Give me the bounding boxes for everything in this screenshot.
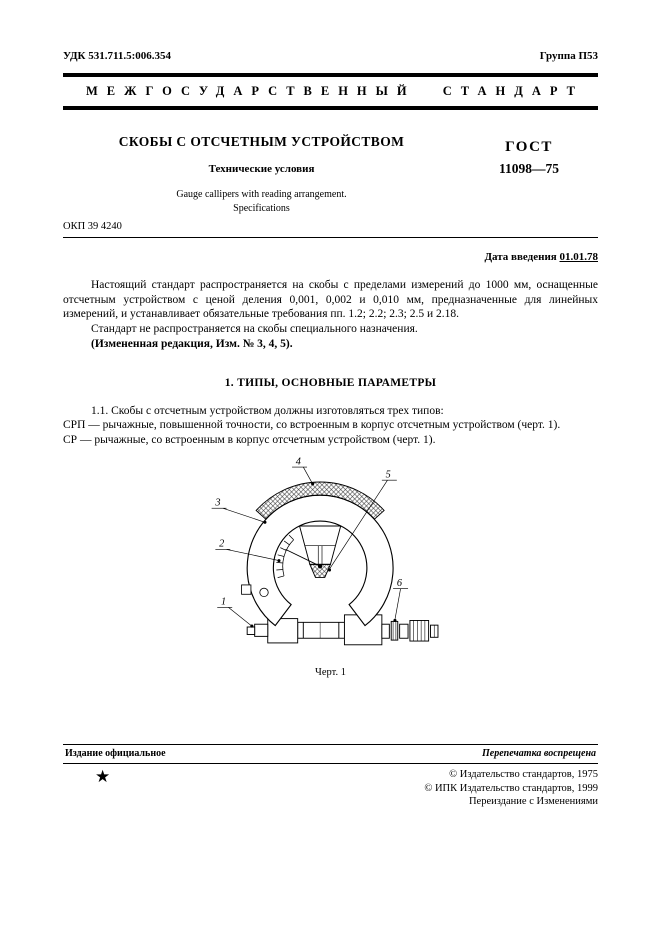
figure-caption: Черт. 1 (315, 666, 346, 678)
divider-rule (63, 237, 598, 238)
footer-bottom (63, 768, 598, 809)
effective-date (63, 251, 598, 263)
callout-label-4: 4 (295, 456, 301, 468)
indicator-mechanism (299, 526, 340, 577)
footer-rule-bottom (63, 763, 598, 764)
section-1-heading: 1. ТИПЫ, ОСНОВНЫЕ ПАРАМЕТРЫ (224, 376, 437, 389)
micrometer-head (381, 620, 437, 641)
gost-label: ГОСТ (505, 139, 553, 155)
intro-text (63, 278, 598, 352)
star-icon: ★ (95, 767, 111, 786)
document-subtitle: Технические условия (208, 163, 315, 175)
official-edition-label: Издание официальное (65, 748, 166, 759)
footer-row (63, 745, 598, 763)
date-value: 01.01.78 (559, 251, 598, 263)
english-title: Gauge callipers with reading arrangement. (176, 189, 347, 200)
header-row (63, 50, 598, 62)
type-sr-paragraph: СР — рычажные, со встроенным в корпус отсчетным устройством (черт. 1). (63, 434, 436, 447)
title-left-column (63, 134, 460, 215)
copyright-line-3: Переиздание с Изменениями (468, 796, 598, 808)
footer (63, 744, 598, 809)
english-title-block (63, 188, 460, 215)
amendment-note: (Измененная редакция, Изм. № 3, 4, 5). (91, 337, 293, 350)
calliper-drawing (163, 452, 481, 658)
document-title: СКОБЫ С ОТСЧЕТНЫМ УСТРОЙСТВОМ (118, 134, 405, 149)
copyright-line-2: © ИПК Издательство стандартов, 1999 (424, 782, 598, 794)
reprint-notice-label: Перепечатка воспрещена (482, 748, 596, 759)
anvil (247, 624, 268, 636)
type-srp-paragraph: СРП — рычажные, повышенной точности, со встроенным в корпус отсчетным устройством (черт. 1). (63, 419, 561, 432)
copyright-line-1: © Издательство стандартов, 1975 (449, 769, 598, 780)
banner-title: МЕЖГОСУДАРСТВЕННЫЙ СТАНДАРТ (85, 84, 585, 98)
date-label: Дата введения (484, 251, 557, 263)
spindle-bar (297, 622, 344, 638)
callout-label-1: 1 (220, 596, 226, 608)
intro-paragraph-2: Стандарт не распространяется на скобы специального назначения. (91, 323, 418, 336)
callout-label-2: 2 (218, 538, 224, 550)
callout-label-3: 3 (214, 497, 221, 509)
callout-label-6: 6 (396, 577, 402, 589)
figure-area (63, 452, 598, 678)
title-block (63, 134, 598, 215)
udk-code: УДК 531.711.5:006.354 (63, 50, 172, 62)
standard-banner (63, 73, 598, 110)
intro-paragraph-1: Настоящий стандарт распространяется на скобы с пределами измерений до 1000 мм, оснащенные отсчетным устройством с ценой деления 0,001, 0,002 и 0,010 мм, предназначенные для линейных измерений, и устанавливает обязательные требования пп. 1.2; 2.2; 2.3; 2.5 и 2.18. (63, 279, 598, 321)
group-code: Группа П53 (539, 50, 598, 62)
page-content (63, 0, 598, 678)
copyright-block (424, 768, 598, 809)
gost-number: 11098—75 (498, 161, 559, 176)
english-subtitle: Specifications (233, 202, 290, 214)
section-1-text (63, 404, 598, 448)
okp-code: ОКП 39 4240 (63, 221, 122, 232)
gost-designation (460, 134, 598, 215)
clause-1-1: 1.1. Скобы с отсчетным устройством должны изготовляться трех типов: (91, 404, 444, 417)
callout-label-5: 5 (385, 469, 391, 481)
